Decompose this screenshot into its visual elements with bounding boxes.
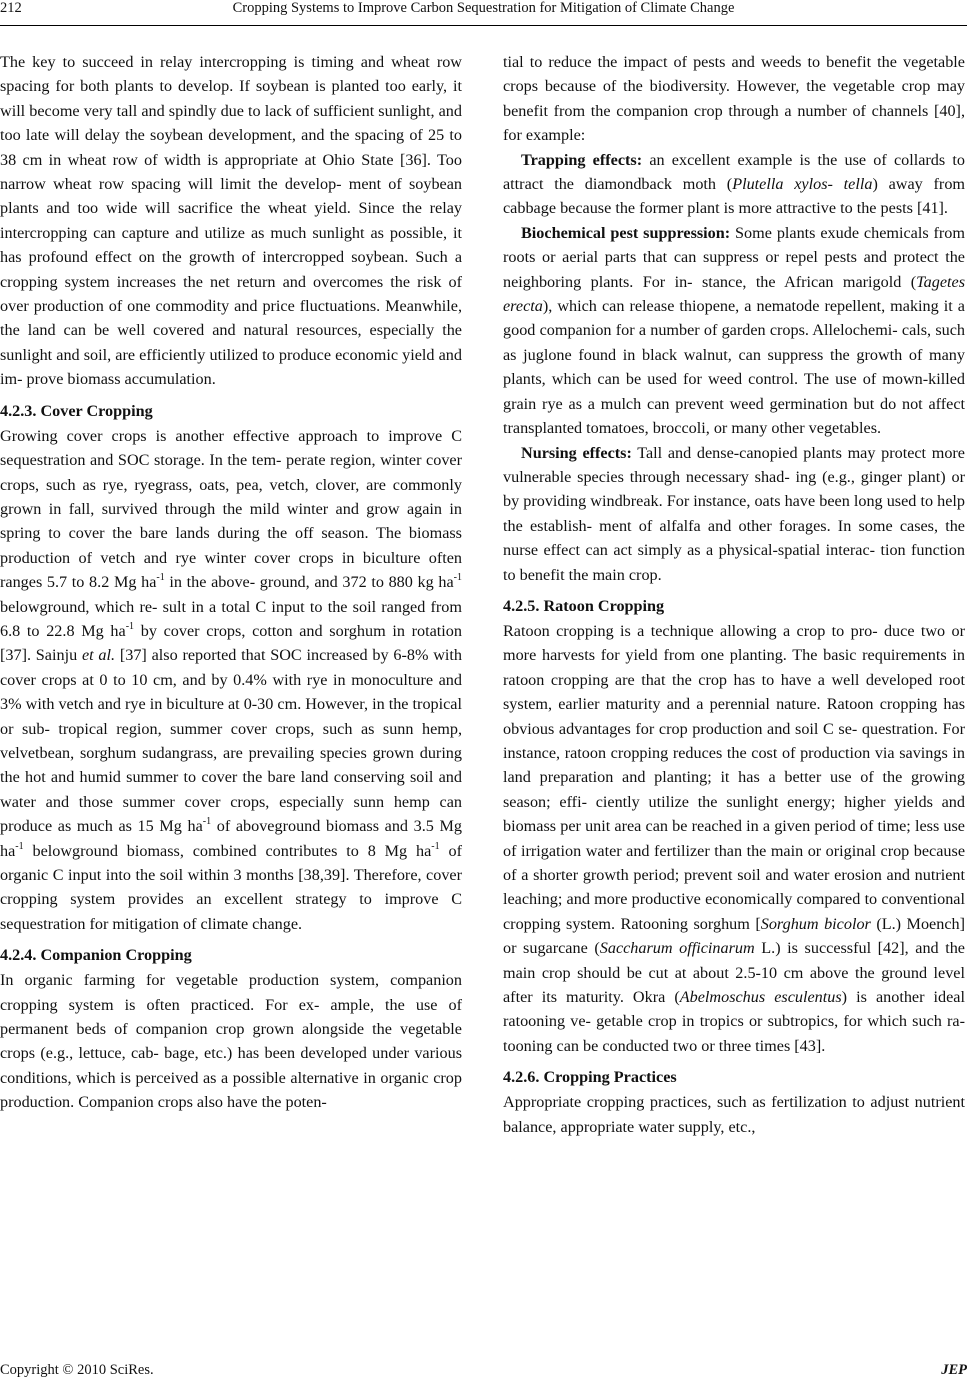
run-in-heading: Trapping effects: [521,150,643,169]
italic-text: Plutella xylos- tella [732,175,873,194]
journal-abbreviation: JEP [941,1362,967,1378]
left-column [0,50,462,1115]
paragraph-companion-cropping: In organic farming for vegetable production system, companion cropping system is often practiced. For ex- ample, the use of permanent beds of companion crop grown alongside the vegetable crops (e.g., lettuce, cab- bage, etc.) has been developed under various conditions, which is perceived as a possible alternative in organic crop production. Companion crops also have the poten- [0,971,462,1112]
paragraph-cropping-practices: Appropriate cropping practices, such as fertilization to adjust nutrient balance, appropriate water supply, etc., [503,1093,965,1136]
header-rule [0,25,967,26]
running-header [0,0,967,26]
copyright-notice: Copyright © 2010 SciRes. [0,1362,154,1378]
section-heading-ratoon-cropping: 4.2.5. Ratoon Cropping [503,596,665,615]
italic-text: Tagetes erecta [503,272,965,316]
page-footer [0,1362,967,1384]
running-title: Cropping Systems to Improve Carbon Sequestration for Mitigation of Climate Change [232,0,735,16]
italic-text: et al. [81,646,116,665]
paragraph-ratoon-cropping: Ratoon cropping is a technique allowing a crop to pro- duce two or more harvests for yield from one planting. The basic requirements in ratoon cropping are that the crop has to have a well developed root system, earlier maturity and a perennial nature. Ratoon cropping has obvious advantages for crop production and soil C se- questration. For instance, ratoon cropping reduces the cost of production via savings in land preparation and planting; it has a better use of the growing season; effi- ciently utilize the sunlight energy; higher yields and biomass per unit area can be reached in a given period of time; less use of irrigation water and fertilizer than the main or original crop because of a shorter growth period; prevent soil and water erosion and nutrient leaching; and more productive economically compared to conventional cropping system. Ratooning sorghum [Sorghum bicolor (L.) Moench] or sugarcane (Saccharum officinarum L.) is successful [42], and the main crop should be cut at about 2.5-10 cm above the ground level after its maturity. Okra (Abelmoschus esculentus) is another ideal ratooning ve- getable crop in tropics or subtropics, for which such ra- tooning can be conducted two or three times [43]. [503,621,965,1055]
paragraph-trapping-effects: Trapping effects: an excellent example is the use of collards to attract the diamondback moth (Plutella xylos- tella) away from cabbage because the former plant is more attractive to the pests [41]. [503,150,966,218]
run-in-heading: Biochemical pest suppression: [521,223,731,242]
right-column [503,50,965,1139]
paragraph-cover-cropping: Growing cover crops is another effective approach to improve C sequestration and SOC storage. In the tem- perate region, winter cover crops, such as rye, ryegrass, oats, pea, vetch, clover, are commonly grown in fall, survived through the mild winter and grow again in spring to cover the bare lands during the off season. The biomass production of vetch and rye winter cover crops in biculture often ranges 5.7 to 8.2 Mg $ha^{-1}$ in the above- ground, and 372 to 880 kg $ha^{-1}$ belowground, which re- sult in a total C input to the soil ranged from 6.8 to 22.8 Mg $ha^{-1}$ by cover crops, cotton and sorghum in rotation [37]. Sainju et al. [37] also reported that SOC increased by 6-8% with cover crops at 0 to 10 cm, and by 0.4% with rye in monoculture and 3% with vetch and rye in biculture at 0-30 cm. However, in the tropical or sub- tropical region, summer cover crops, such as sunn hemp, velvetbean, sorghum sudangrass, are prevailing species grown during the hot and humid summer to cover the bare land conserving soil and water and those summer cover crops, especially sunn hemp can produce as much as 15 Mg $ha^{-1}$ of aboveground biomass and 3.5 Mg $ha^{-1}$ belowground biomass, combined contributes to 8 Mg $ha^{-1}$ of organic C input into the soil within 3 months [38,39]. Therefore, cover cropping system provides an excellent strategy to improve C sequestration for mitigation of climate change. [0,426,462,933]
italic-text: Abelmoschus esculentus [679,988,842,1007]
superscript: -1 [431,840,440,852]
section-heading-cover-cropping: 4.2.3. Cover Cropping [0,401,153,420]
superscript: -1 [15,840,24,852]
section-heading-cropping-practices: 4.2.6. Cropping Practices [503,1068,677,1087]
superscript: -1 [125,620,135,632]
paragraph-relay-intercropping: The key to succeed in relay intercropping is timing and wheat row spacing for both plants to develop. If soybean is planted too early, it will become very tall and spindly due to lack of sufficient sunlight, and too late will delay the soybean development, and the spacing of 25 to 38 cm in wheat row of width is appropriate at Ohio State [36]. Too narrow wheat row spacing will limit the develop- ment of soybean plants and too wide will sacrifice the wheat yield. Since the relay intercropping can capture and utilize as much sunlight as possible, it has profound effect on the growth of intercropped soybean. Such a cropping system increases the net return and overcomes the risk of over production of one commodity and price fluctuations. Meanwhile, the land can be well covered and natural resources, especially the sunlight and soil, are efficiently utilized to produce economic yield and im- prove biomass accumulation. [0,53,462,389]
section-heading-companion-cropping: 4.2.4. Companion Cropping [0,946,192,965]
italic-text: Sorghum bicolor [760,914,871,933]
paragraph-companion-continued: tial to reduce the impact of pests and weeds to benefit the vegetable crops because of the biodiversity. However, the vegetable crop may benefit from the companion crop through a number of channels [40], for example: [503,53,965,145]
superscript: -1 [202,816,212,828]
superscript: -1 [453,572,462,584]
page-number: 212 [0,0,22,16]
run-in-heading: Nursing effects: [521,443,632,462]
italic-text: Saccharum officinarum [599,939,755,958]
paragraph-biochemical-pest-suppression: Biochemical pest suppression: Some plants exude chemicals from roots or aerial parts that can suppress or repel pests and protect the neighboring plants. For in- stance, the African marigold (Tagetes erecta), which can release thiopene, a nematode repellent, making it a good companion for a number of garden crops. Allelochemi- cals, such as juglone found in black walnut, can suppress the growth of many plants, which can be used for weed control. The use of mown-killed grain rye as a mulch can prevent weed germination but do not affect transplanted tomatoes, broccoli, or many other vegetables. [503,223,965,438]
paragraph-nursing-effects: Nursing effects: Tall and dense-canopied plants may protect more vulnerable species through necessary shad- ing (e.g., ginger plant) or by providing windbreak. For instance, oats have been long used to help the establish- ment of alfalfa and other forages. In some cases, the nurse effect can act simply as a physical-spatial interac- tion function to benefit the main crop. [503,443,965,584]
superscript: -1 [156,572,165,584]
